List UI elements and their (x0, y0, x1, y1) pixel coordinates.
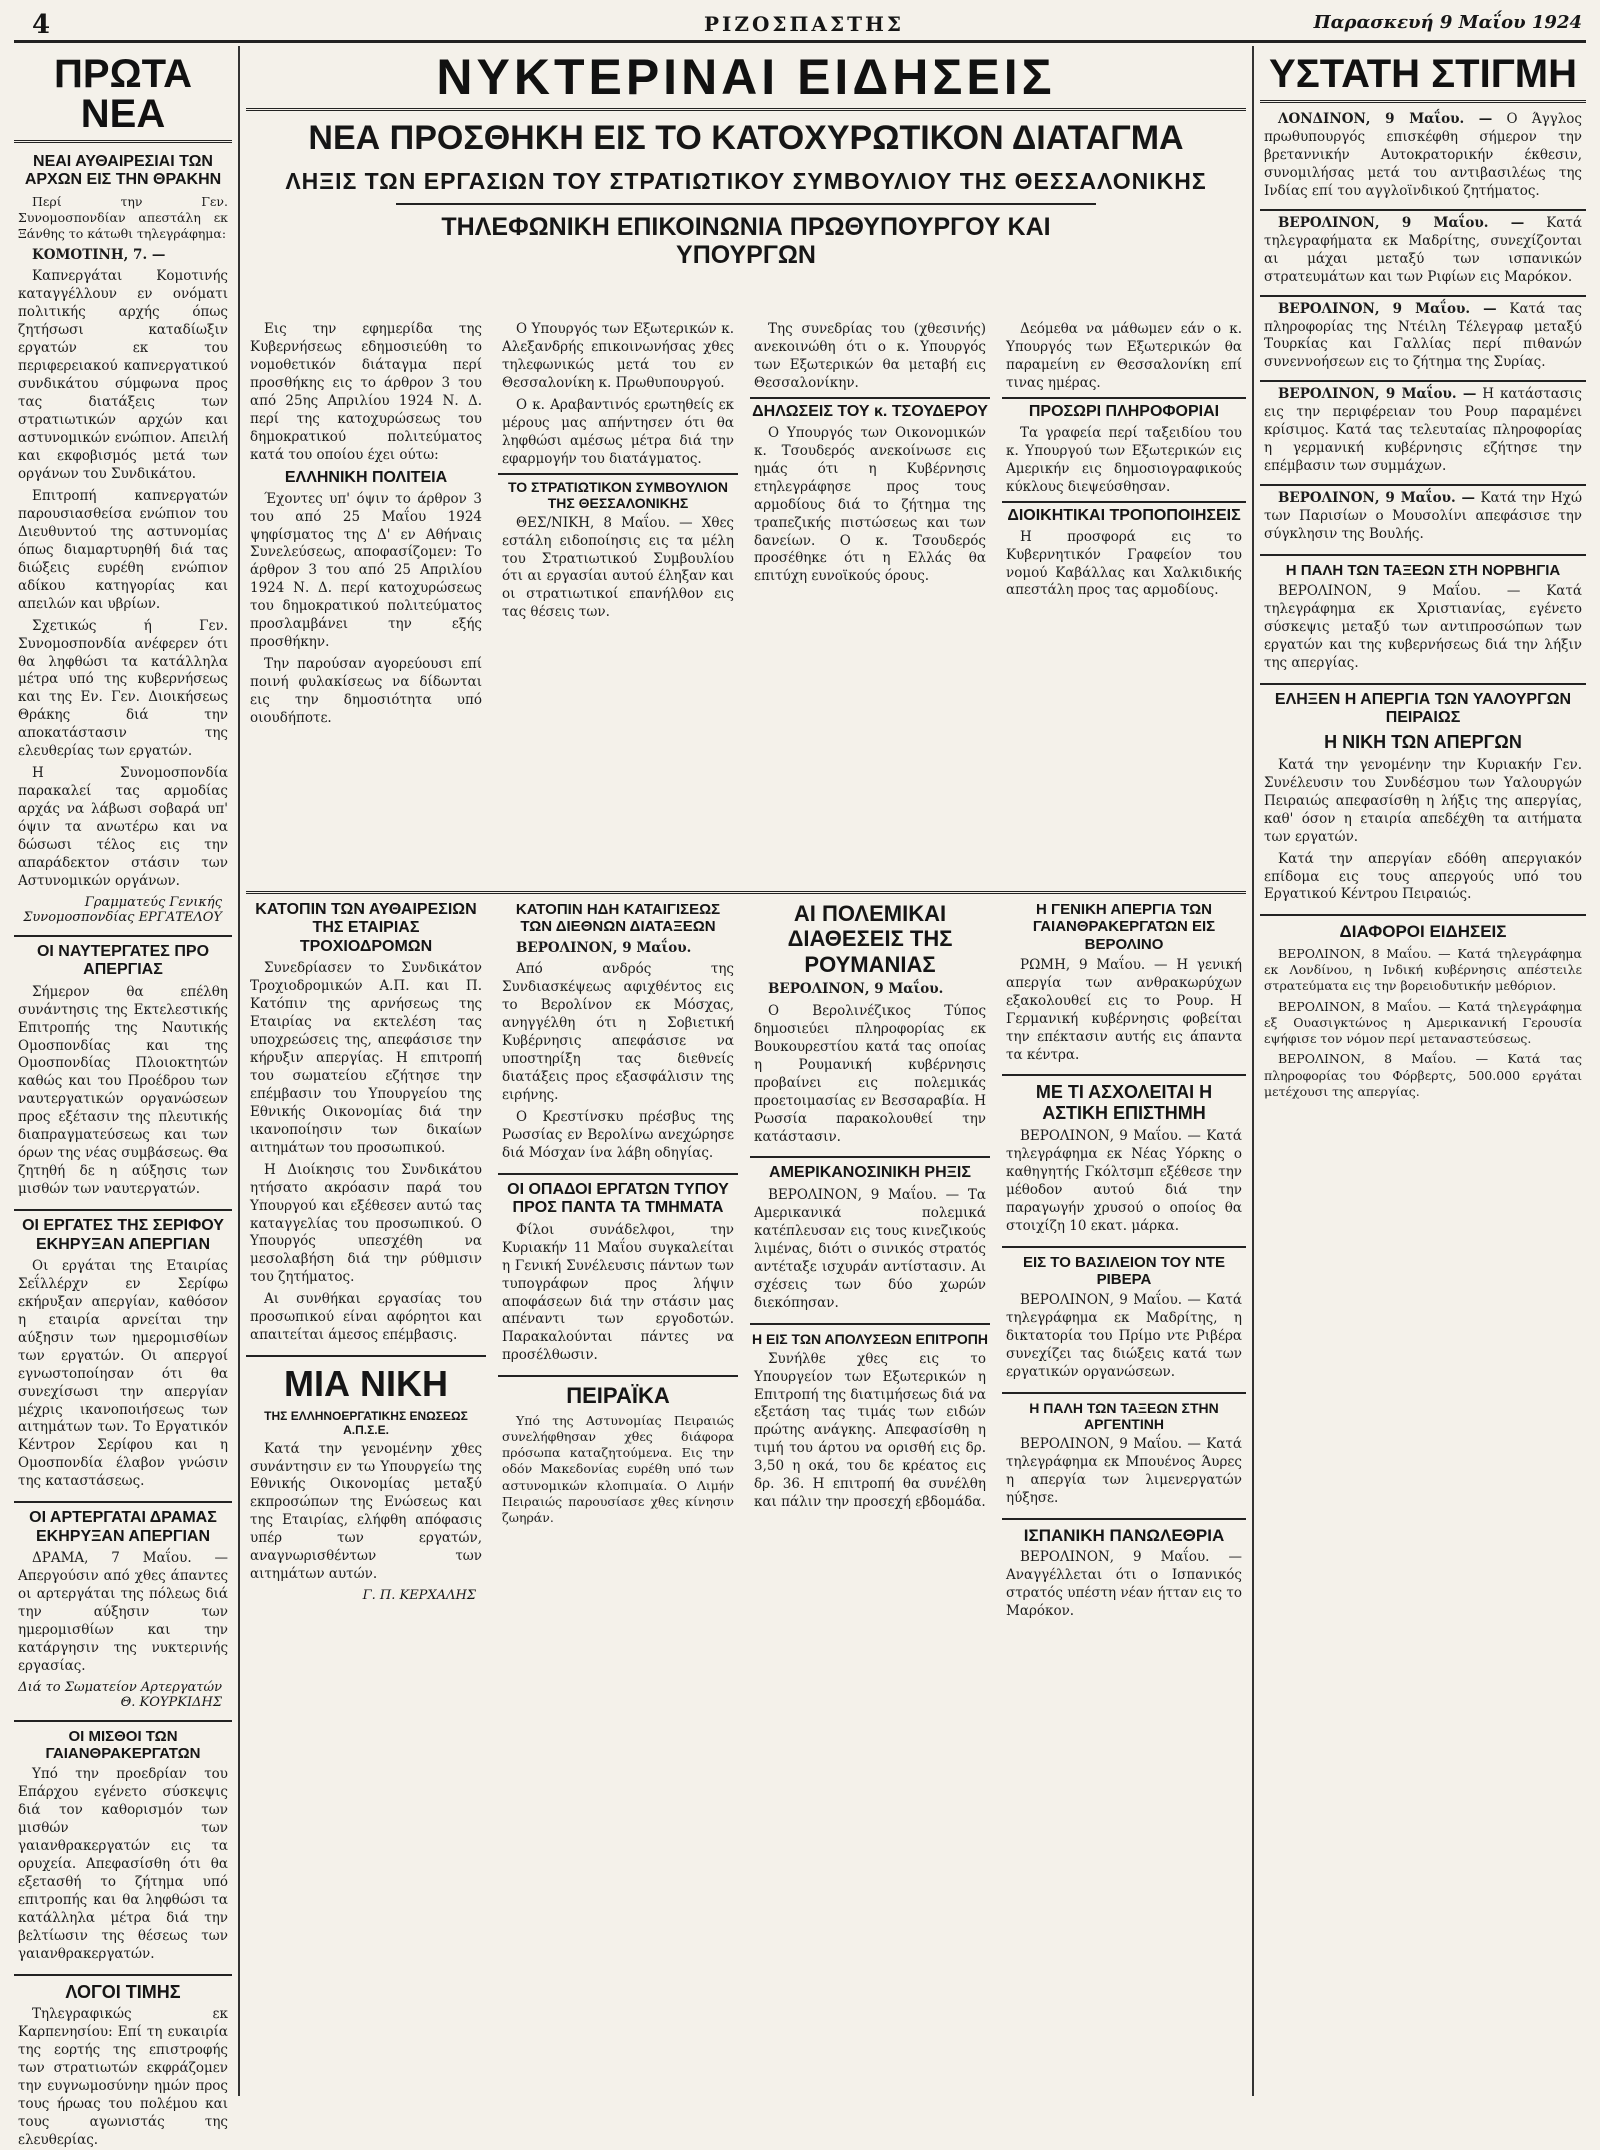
article-paragraph: ΒΕΡΟΛΙΝΟΝ, 9 Μαΐου. — Κατά τηλεγράφημα εκ Νέας Υόρκης ο καθηγητής Γκόλτσμπ εξέθεσε την μέθοδον αυτού διά την παραγωγήν χρυσού ο οποίος θα στοιχίζη 10 εκατ. μάρκα. (1006, 1127, 1242, 1234)
article-column (498, 901, 738, 2096)
article-paragraph: ΒΕΡΟΛΙΝΟΝ, 9 Μαΐου. — Η κατάστασις εις την περιφέρειαν του Ρουρ παραμένει κρίσιμος. Κατά τας τελευταίας πληροφορίας η γερμανική κυβέρνησις εζήτησε την επέμβασιν των συμμάχων. (1264, 386, 1582, 475)
article-column (246, 901, 486, 2096)
article-paragraph: Ο Υπουργός των Εξωτερικών κ. Αλεξανδρής επικοινωνήσας χθες τηλεφωνικώς μετά του εν Θεσσαλονίκη κ. Πρωθυπουργού. (502, 321, 734, 391)
article-title: ΜΕ ΤΙ ΑΣΧΟΛΕΙΤΑΙ Η ΑΣΤΙΚΗ ΕΠΙΣΤΗΜΗ (1002, 1074, 1246, 1123)
column-rule (238, 46, 240, 2096)
center-lower-articles (246, 901, 1246, 2096)
article-paragraph: Κατά την γενομένην χθες συνάντησιν εν τω Υπουργείω της Εθνικής Οικονομίας μεταξύ εκπροσώπων της Ενώσεως και της Εταιρίας, ελήφθη απόφασις υπέρ των εργατών, αναγνωρισθέντων των αιτημάτων αυτών. (250, 1440, 482, 1583)
article-paragraph: Υπό της Αστυνομίας Πειραιώς συνελήφθησαν χθες διάφορα πρόσωπα καταζητούμενα. Εις την οδόν Μακεδονίας ευρέθη υπό των αστυνομικών κλοπιμαία. Ο Λιμήν Πειραιώς παρουσίασε χθες κίνησιν ζωηράν. (502, 1412, 734, 1526)
divider (1260, 209, 1586, 211)
left-column (14, 46, 232, 2149)
article-paragraph: Ο Υπουργός των Οικονομικών κ. Τσουδερός ανεκοίνωσε εις ημάς ότι η Κυβέρνησις ετηλεγράφησε προς τους αρμοδίους διά το ζήτημα της τραπεζικής πιστώσεως και των δανείων. Ο κ. Τσουδερός προσέθηκε ότι η Ελλάς θα επιτύχη ευνοϊκούς όρους. (754, 424, 986, 585)
article-title: ΕΛΗΞΕΝ Η ΑΠΕΡΓΙΑ ΤΩΝ ΥΑΛΟΥΡΓΩΝ ΠΕΙΡΑΙΩΣ (1260, 683, 1586, 728)
article-paragraph: Συνεδρίασεν το Συνδικάτον Τροχιοδρομικών Α.Π. και Π. Κατόπιν της αρνήσεως της Εταιρίας να εκτελέση τας υποχρεώσεις της, απεφάσισε την κήρυξιν απεργίας. Η επιτροπή του σωματείου εζήτησε την επέμβασιν του Υπουργείου της Εθνικής Οικονομίας διά την ικανοποίησιν των δικαίων αιτημάτων του προσωπικού. (250, 960, 482, 1156)
article-title: ΑΙ ΠΟΛΕΜΙΚΑΙ ΔΙΑΘΕΣΕΙΣ ΤΗΣ ΡΟΥΜΑΝΙΑΣ (787, 901, 953, 977)
section-rule (246, 891, 1246, 894)
article-column (750, 901, 990, 2096)
article-paragraph: Φίλοι συνάδελφοι, την Κυριακήν 11 Μαΐου συγκαλείται η Γενική Συνέλευσις πάντων των τυπογράφων προς λήψιν αποφάσεων διά την στάσιν μας απέναντι των εργοδοτών. Παρακαλούνται πάντες να προσέλθωσιν. (502, 1221, 734, 1364)
newspaper-name: ΡΙΖΟΣΠΑΣΤΗΣ (703, 12, 905, 36)
article-subtitle: ΤΗΣ ΕΛΛΗΝΟΕΡΓΑΤΙΚΗΣ ΕΝΩΣΕΩΣ Α.Π.Σ.Ε. (264, 1408, 468, 1437)
article-column (498, 321, 738, 886)
article-subtitle: ΔΗΛΩΣΕΙΣ ΤΟΥ κ. ΤΣΟΥΔΕΡΟΥ (750, 397, 990, 421)
article-paragraph: ΒΕΡΟΛΙΝΟΝ, 9 Μαΐου. — Τα Αμερικανικά πολεμικά κατέπλευσαν εις τους κινεζικούς λιμένας, διότι ο σινικός στρατός αντέταξε ισχυράν αντίστασιν. Αι σχέσεις των δύο χωρών διεκόπησαν. (754, 1186, 986, 1311)
article-title: Η ΠΑΛΗ ΤΩΝ ΤΑΞΕΩΝ ΣΤΗ ΝΟΡΒΗΓΙΑ (1260, 554, 1586, 579)
article-paragraph: ΒΕΡΟΛΙΝΟΝ, 8 Μαΐου. — Κατά τας πληροφορίας του Φόρβερτς, 500.000 εργάται μετέχουσι της απεργίας. (1264, 1051, 1582, 1099)
article-column (1002, 901, 1246, 2096)
second-headline: ΛΗΞΙΣ ΤΩΝ ΕΡΓΑΣΙΩΝ ΤΟΥ ΣΤΡΑΤΙΩΤΙΚΟΥ ΣΥΜΒΟΥΛΙΟΥ ΤΗΣ ΘΕΣΣΑΛΟΝΙΚΗΣ (285, 168, 1207, 195)
article-title: ΚΑΤΟΠΙΝ ΗΔΗ ΚΑΤΑΙΓΙΣΕΩΣ ΤΩΝ ΔΙΕΘΝΩΝ ΔΙΑΤΑΞΕΩΝ (515, 901, 721, 936)
article-paragraph: Ο κ. Αραβαντινός ερωτηθείς εκ μέρους μας απήντησεν ότι θα ληφθώσι αμέσως μέτρα διά την εφαρμογήν του διατάγματος. (502, 396, 734, 467)
column-rule (1252, 46, 1254, 2096)
article-paragraph: ΔΡΑΜΑ, 7 Μαΐου. — Απεργούσιν από χθες άπαντες οι αρτεργάται της πόλεως διά την αύξησιν των ημερομισθίων και την κατάργησιν της νυκτερινής εργασίας. (18, 1550, 228, 1674)
article-subtitle: Η ΝΙΚΗ ΤΩΝ ΑΠΕΡΓΩΝ (1324, 731, 1522, 752)
article-paragraph: Οι εργάται της Εταιρίας Σεΐλλέρχν εν Σερίφω εκήρυξαν απεργίαν, καθόσον η εταιρία αρνείται την αύξησιν των ημερομισθίων των εργατών. Οι απεργοί εγνωστοποίησαν ότι θα συνεχίσωσι την απεργίαν μέχρις ικανοποιήσεως των αιτημάτων των. Το Εργατικόν Κέντρον Σερίφου και η Ομοσπονδία έλαβον γνώσιν της καταστάσεως. (18, 1257, 228, 1490)
article-paragraph: Έχοντες υπ' όψιν το άρθρον 3 του από 25 Μαΐου 1924 ψηφίσματος της Δ' εν Αθήναις Συνελεύσεως, αποφασίζομεν: Το άρθρον 3 του από 25 Απριλίου 1924 Ν. Δ. περί κατοχυρώσεως του δημοκρατικού πολιτεύματος προσλαμβάνει την εξής προσθήκην. (250, 490, 482, 651)
article-title: ΟΙ ΑΡΤΕΡΓΑΤΑΙ ΔΡΑΜΑΣ ΕΚΗΡΥΞΑΝ ΑΠΕΡΓΙΑΝ (14, 1501, 232, 1546)
article-paragraph: Η Συνομοσπονδία παρακαλεί τας αρμοδίας αρχάς να λάβωσι σοβαρά υπ' όψιν τα ανωτέρω και να δώσωσι τέλος εις την απαράδεκτον στάσιν των Αστυνομικών οργάνων. (18, 765, 228, 889)
article-paragraph: Η προσφορά εις το Κυβερνητικόν Γραφείον του νομού Καβάλλας και Χαλκιδικής απεστάλη προς τας αρμοδίους. (1006, 528, 1242, 599)
article-subtitle: ΕΛΛΗΝΙΚΗ ΠΟΛΙΤΕΙΑ (284, 468, 448, 486)
article-title: ΜΙΑ ΝΙΚΗ (246, 1355, 486, 1404)
article-paragraph: Αι συνθήκαι εργασίας του προσωπικού είναι αφόρητοι και απαιτείται άμεσος επέμβασις. (250, 1291, 482, 1344)
article-paragraph: Κατά την απεργίαν εδόθη απεργιακόν επίδομα εις τους απεργούς υπό του Εργατικού Κέντρου Πειραιώς. (1264, 850, 1582, 903)
article-subtitle: ΠΡΟΣΩΡΙ ΠΛΗΡΟΦΟΡΙΑΙ (1002, 397, 1246, 421)
article-paragraph: Συνήλθε χθες εις το Υπουργείον των Εξωτερικών η Επιτροπή της διατιμήσεως διά να εξετάση τας τιμάς των ειδών πρώτης ανάγκης. Απεφασίσθη η τιμή του άρτου να ορισθή εις δρ. 3,50 η οκά, του δε κρέατος εις δρ. 36. Η επιτροπή θα συνέλθη και πάλιν την προσεχή εβδομάδα. (754, 1350, 986, 1511)
left-banner: ΠΡΩΤΑ ΝΕΑ (14, 46, 232, 143)
page-header (14, 6, 1586, 43)
third-headline: ΤΗΛΕΦΩΝΙΚΗ ΕΠΙΚΟΙΝΩΝΙΑ ΠΡΩΘΥΠΟΥΡΓΟΥ ΚΑΙ ΥΠΟΥΡΓΩΝ (396, 203, 1096, 271)
article-title: ΟΙ ΝΑΥΤΕΡΓΑΤΕΣ ΠΡΟ ΑΠΕΡΓΙΑΣ (14, 935, 232, 980)
article-paragraph: ΒΕΡΟΛΙΝΟΝ, 8 Μαΐου. — Κατά τηλεγράφημα εκ Λονδίνου, η Ινδική κυβέρνησις απέστειλε στρατεύματα εις την βορειοδυτικήν μεθόριον. (1264, 945, 1582, 994)
article-title: Η ΓΕΝΙΚΗ ΑΠΕΡΓΙΑ ΤΩΝ ΓΑΙΑΝΘΡΑΚΕΡΓΑΤΩΝ ΕΙΣ ΒΕΡΟΛΙΝΟ (1032, 901, 1216, 953)
article-paragraph: Καπνεργάται Κομοτινής καταγγέλλουν εν ονόματι πολιτικής αρχής όπως ζητήσωσι καταδίωξιν εργατών εκ του περιφερειακού καπνεργατικού συνδικάτου σύμφωνα προς τας διατάξεις των στρατιωτικών αρχών και αστυνομικών ενώπιον. Απειλή και εκφοβισμός μετά των οργάνων του Συνδικάτου. (18, 268, 228, 482)
article-dateline: ΚΟΜΟΤΙΝΗ, 7. — (32, 246, 166, 263)
center-banner: ΝΥΚΤΕΡΙΝΑΙ ΕΙΔΗΣΕΙΣ (246, 46, 1246, 111)
article-title: ΕΙΣ ΤΟ ΒΑΣΙΛΕΙΟΝ ΤΟΥ ΝΤΕ ΡΙΒΕΡΑ (1002, 1246, 1246, 1289)
article-paragraph: Ο Κρεστίνσκυ πρέσβυς της Ρωσσίας εν Βερολίνω ανεχώρησε διά Μόσχαν ίνα λάβη οδηγίας. (502, 1109, 734, 1161)
article-paragraph: Κατά την γενομένην την Κυριακήν Γεν. Συνέλευσιν του Συνδέσμου των Υαλουργών Πειραιώς απεφασίσθη η λήξις της απεργίας, καθ' όσον η εταιρία απεδέχθη τα αιτήματα των εργατών. (1264, 756, 1582, 845)
divider (1260, 295, 1586, 297)
article-column (750, 321, 990, 886)
article-signature: Διά το Σωματείον Αρτεργατών Θ. ΚΟΥΡΚΙΔΗΣ (18, 1679, 222, 1710)
article-paragraph: ΒΕΡΟΛΙΝΟΝ, 9 Μαΐου. — Αναγγέλλεται ότι ο Ισπανικός στρατός υπέστη νέαν ήτταν εις το Μαρόκον. (1006, 1549, 1242, 1620)
article-paragraph: ΒΕΡΟΛΙΝΟΝ, 9 Μαΐου. — Κατά τηλεγράφημα εκ Μπουένος Άυρες η απεργία των λιμενεργατών ηύξησε. (1006, 1436, 1242, 1506)
article-paragraph: Εις την εφημερίδα της Κυβερνήσεως εδημοσιεύθη το νομοθετικόν διάταγμα περί προσθήκης εις το άρθρον 3 του από 25ης Απριλίου 1924 Ν. Δ. περί της κατοχυρώσεως του δημοκρατικού πολιτεύματος κατά του οποίου έχει ούτω: (250, 321, 482, 463)
divider (1260, 380, 1586, 382)
article-title: ΠΕΙΡΑΪΚΑ (498, 1375, 738, 1408)
article-title: ΙΣΠΑΝΙΚΗ ΠΑΝΩΛΕΘΡΙΑ (1002, 1518, 1246, 1546)
right-banner: ΥΣΤΑΤΗ ΣΤΙΓΜΗ (1260, 46, 1586, 103)
article-paragraph: Ο Βερολινέζικος Τύπος δημοσιεύει πληροφορίας εκ Βουκουρεστίου κατά τας οποίας η Ρουμανική κυβέρνησις προβαίνει εις πολεμικάς προετοιμασίας εν Βεσσαραβία. Η Ρωσσία παρακολουθεί την κατάστασιν. (754, 1002, 986, 1145)
article-column (246, 321, 486, 886)
article-paragraph: Η Διοίκησις του Συνδικάτου ητήσατο ακρόασιν παρά του Υπουργού και εξέθεσεν αυτώ τας καταγγελίας του προσωπικού. Ο Υπουργός υπεσχέθη να μεσολαβήση διά την ρύθμισιν του ζητήματος. (250, 1161, 482, 1286)
article-title: ΟΙ ΜΙΣΘΟΙ ΤΩΝ ΓΑΙΑΝΘΡΑΚΕΡΓΑΤΩΝ (14, 1720, 232, 1763)
article-paragraph: Δεόμεθα να μάθωμεν εάν ο κ. Υπουργός των Εξωτερικών θα παραμείνη εν Θεσσαλονίκη επί τινας ημέρας. (1006, 321, 1242, 391)
article-title: ΟΙ ΕΡΓΑΤΕΣ ΤΗΣ ΣΕΡΙΦΟΥ ΕΚΗΡΥΞΑΝ ΑΠΕΡΓΙΑΝ (14, 1209, 232, 1254)
article-paragraph: ΒΕΡΟΛΙΝΟΝ, 8 Μαΐου. — Κατά τηλεγράφημα εξ Ουασιγκτώνος η Αμερικανική Γερουσία εψήφισε τον νόμον περί μεταναστεύσεως. (1264, 998, 1582, 1047)
center-headlines (246, 46, 1246, 270)
article-paragraph: Από ανδρός της Συνδιασκέψεως αφιχθέντος εις το Βερολίνον εκ Μόσχας, ανηγγέλθη ότι η Σοβιετική Κυβέρνησις απεφάσισε να υποστηρίξη τας διεθνείς διατάξεις προς εξασφάλισιν της ειρήνης. (502, 961, 734, 1104)
article-paragraph: ΒΕΡΟΛΙΝΟΝ, 9 Μαΐου. — Κατά τηλεγράφημα εκ Χριστιανίας, εγένετο σύσκεψις μεταξύ των αντιπροσώπων των εργατών και της κυβερνήσεως διά την λήξιν της απεργίας. (1264, 583, 1582, 672)
article-subtitle: ΔΙΟΙΚΗΤΙΚΑΙ ΤΡΟΠΟΠΟΙΗΣΕΙΣ (1002, 501, 1246, 525)
article-paragraph: Τηλεγραφικώς εκ Καρπενησίου: Επί τη ευκαιρία της εορτής της επιστροφής των στρατιωτών εκφράζομεν την ευγνωμοσύνην ημών προς τους ήρωας του πολέμου και τους αγωνιστάς της ελευθερίας. (18, 2006, 228, 2149)
article-title: ΛΟΓΟΙ ΤΙΜΗΣ (14, 1974, 232, 2003)
article-paragraph: ΒΕΡΟΛΙΝΟΝ, 9 Μαΐου. — Κατά τας πληροφορίας της Ντέιλη Τέλεγραφ μεταξύ Τουρκίας και Γαλλίας περί πιθανών συνεννοήσεων εις το ζήτημα της Συρίας. (1264, 300, 1582, 371)
page-number: 4 (32, 10, 51, 40)
article-title: ΚΑΤΟΠΙΝ ΤΩΝ ΑΥΘΑΙΡΕΣΙΩΝ ΤΗΣ ΕΤΑΙΡΙΑΣ ΤΡΟΧΙΟΔΡΟΜΩΝ (255, 901, 477, 955)
article-title: Η ΕΙΣ ΤΩΝ ΑΠΟΛΥΣΕΩΝ ΕΠΙΤΡΟΠΗ (750, 1323, 990, 1347)
article-paragraph: Υπό την προεδρίαν του Επάρχου εγένετο σύσκεψις διά τον καθορισμόν των μισθών των γαιανθρακεργατών εις τα ορυχεία. Απεφασίσθη ότι θα εξετασθή το ζήτημα υπό επιτροπής και θα ληφθώσι τα κατάλληλα μέτρα διά την βελτίωσιν της θέσεως των γαιανθρακεργατών. (18, 1766, 228, 1962)
issue-date: Παρασκευή 9 Μαΐου 1924 (1313, 12, 1582, 33)
article-dateline: ΒΕΡΟΛΙΝΟΝ, 9 Μαΐου. (516, 939, 692, 956)
article-paragraph: ΘΕΣ/ΝΙΚΗ, 8 Μαΐου. — Χθες εστάλη ειδοποίησις εις τα μέλη του Στρατιωτικού Συμβουλίου ότι αι εργασίαι αυτού έληξαν και οι στρατιωτικοί επανήλθον εις τας θέσεις των. (502, 514, 734, 621)
article-dateline: ΒΕΡΟΛΙΝΟΝ, 9 Μαΐου. (768, 980, 944, 997)
article-paragraph: Σήμερον θα επέλθη συνάντησις της Εκτελεστικής Επιτροπής της Ναυτικής Ομοσπονδίας και της Ομοσπονδίας Πλοιοκτητών καθώς και του Προέδρου των ναυτεργατικών οργανώσεων προς εξέτασιν της πλευτικής διαπραγματεύσεως και των όρων της νέας συμβάσεως. Θα ζητηθή δε η αύξησις των μισθών των ναυτεργατών. (18, 983, 228, 1198)
article-subtitle: ΤΟ ΣΤΡΑΤΙΩΤΙΚΟΝ ΣΥΜΒΟΥΛΙΟΝ ΤΗΣ ΘΕΣΣΑΛΟΝΙΚΗΣ (498, 473, 738, 511)
article-title: ΝΕΑΙ ΑΥΘΑΙΡΕΣΙΑΙ ΤΩΝ ΑΡΧΩΝ ΕΙΣ ΤΗΝ ΘΡΑΚΗΝ (24, 153, 222, 189)
article-signature: Γραμματεύς Γενικής Συνομοσπονδίας ΕΡΓΑΤΕΛΟΥ (23, 894, 222, 925)
article-title: ΑΜΕΡΙΚΑΝΟΣΙΝΙΚΗ ΡΗΞΙΣ (750, 1156, 990, 1182)
article-paragraph: ΡΩΜΗ, 9 Μαΐου. — Η γενική απεργία των ανθρακωρύχων εξακολουθεί εις το Ρουρ. Η Γερμανική κυβέρνησις φοβείται την επέκτασιν αυτής εις άπαντα τα κέντρα. (1006, 956, 1242, 1063)
article-paragraph: ΒΕΡΟΛΙΝΟΝ, 9 Μαΐου. — Κατά την Ηχώ των Παρισίων ο Μουσολίνι απεφάσισε την σύγκλησιν της Βουλής. (1264, 490, 1582, 543)
article-paragraph: Την παρούσαν αγορεύουσι επί ποινή φυλακίσεως να δίδωνται εις την δημοσιότητα υπό οιουδήποτε. (250, 656, 482, 727)
article-paragraph: Σχετικώς ή Γεν. Συνομοσπονδία ανέφερεν ότι θα ληφθώσι τα κατάλληλα μέτρα υπό της κυβερνήσεως και της Εν. Γεν. Διοικήσεως Θράκης διά την αποκατάστασιν της ελευθερίας των εργατών. (18, 617, 228, 760)
article-paragraph: ΒΕΡΟΛΙΝΟΝ, 9 Μαΐου. — Κατά τηλεγραφήματα εκ Μαδρίτης, συνεχίζονται αι μάχαι μεταξύ των ισπανικών στρατευμάτων και των Ριφίων εις Μαρόκον. (1264, 214, 1582, 285)
article-intro: Περί την Γεν. Συνομοσπονδίαν απεστάλη εκ Ξάνθης το κάτωθι τηλεγράφημα: (18, 193, 228, 242)
article-column (1002, 321, 1246, 886)
article-paragraph: ΛΟΝΔΙΝΟΝ, 9 Μαΐου. — Ο Άγγλος πρωθυπουργός επισκέφθη σήμερον την βρεταννικήν Αυτοκρατορικήν έκθεσιν, συνομιλήσας μετά του αντιβασιλέως της Ινδίας επί του αγγλοϊνδικού ζητήματος. (1264, 111, 1582, 199)
article-title: Η ΠΑΛΗ ΤΩΝ ΤΑΞΕΩΝ ΣΤΗΝ ΑΡΓΕΝΤΙΝΗ (1002, 1392, 1246, 1432)
article-signature: Γ. Π. ΚΕΡΧΑΛΗΣ (362, 1588, 476, 1604)
article-paragraph: Της συνεδρίας του (χθεσινής) ανεκοινώθη ότι ο κ. Υπουργός των Εξωτερικών θα μεταβή εις Θεσσαλονίκην. (754, 321, 986, 391)
right-column (1260, 46, 1586, 2096)
article-title: ΟΙ ΟΠΑΔΟΙ ΕΡΓΑΤΩΝ ΤΥΠΟΥ ΠΡΟΣ ΠΑΝΤΑ ΤΑ ΤΜΗΜΑΤΑ (498, 1173, 738, 1218)
main-headline: ΝΕΑ ΠΡΟΣΘΗΚΗ ΕΙΣ ΤΟ ΚΑΤΟΧΥΡΩΤΙΚΟΝ ΔΙΑΤΑΓΜΑ (308, 119, 1184, 157)
article-paragraph: ΒΕΡΟΛΙΝΟΝ, 9 Μαΐου. — Κατά τηλεγράφημα εκ Μαδρίτης, η δικτατορία του Πρίμο ντε Ριβέρα συνεχίζει τας διώξεις κατά των εργατικών οργανώσεων. (1006, 1292, 1242, 1380)
center-articles (246, 321, 1246, 886)
divider (1260, 484, 1586, 486)
article-paragraph: Τα γραφεία περί ταξειδίου του κ. Υπουργού των Εξωτερικών εις Αμερικήν εις δημοσιογραφικούς κύκλους διεψεύσθησαν. (1006, 424, 1242, 495)
article-paragraph: Επιτροπή καπνεργατών παρουσιασθείσα ενώπιον του Διευθυντού της αστυνομίας όπως διαμαρτυρηθή διά τας διώξεις ευρέθη ενώπιον αδίκου κατηγορίας και απειλών και υβρίων. (18, 487, 228, 612)
article-title: ΔΙΑΦΟΡΟΙ ΕΙΔΗΣΕΙΣ (1260, 914, 1586, 942)
